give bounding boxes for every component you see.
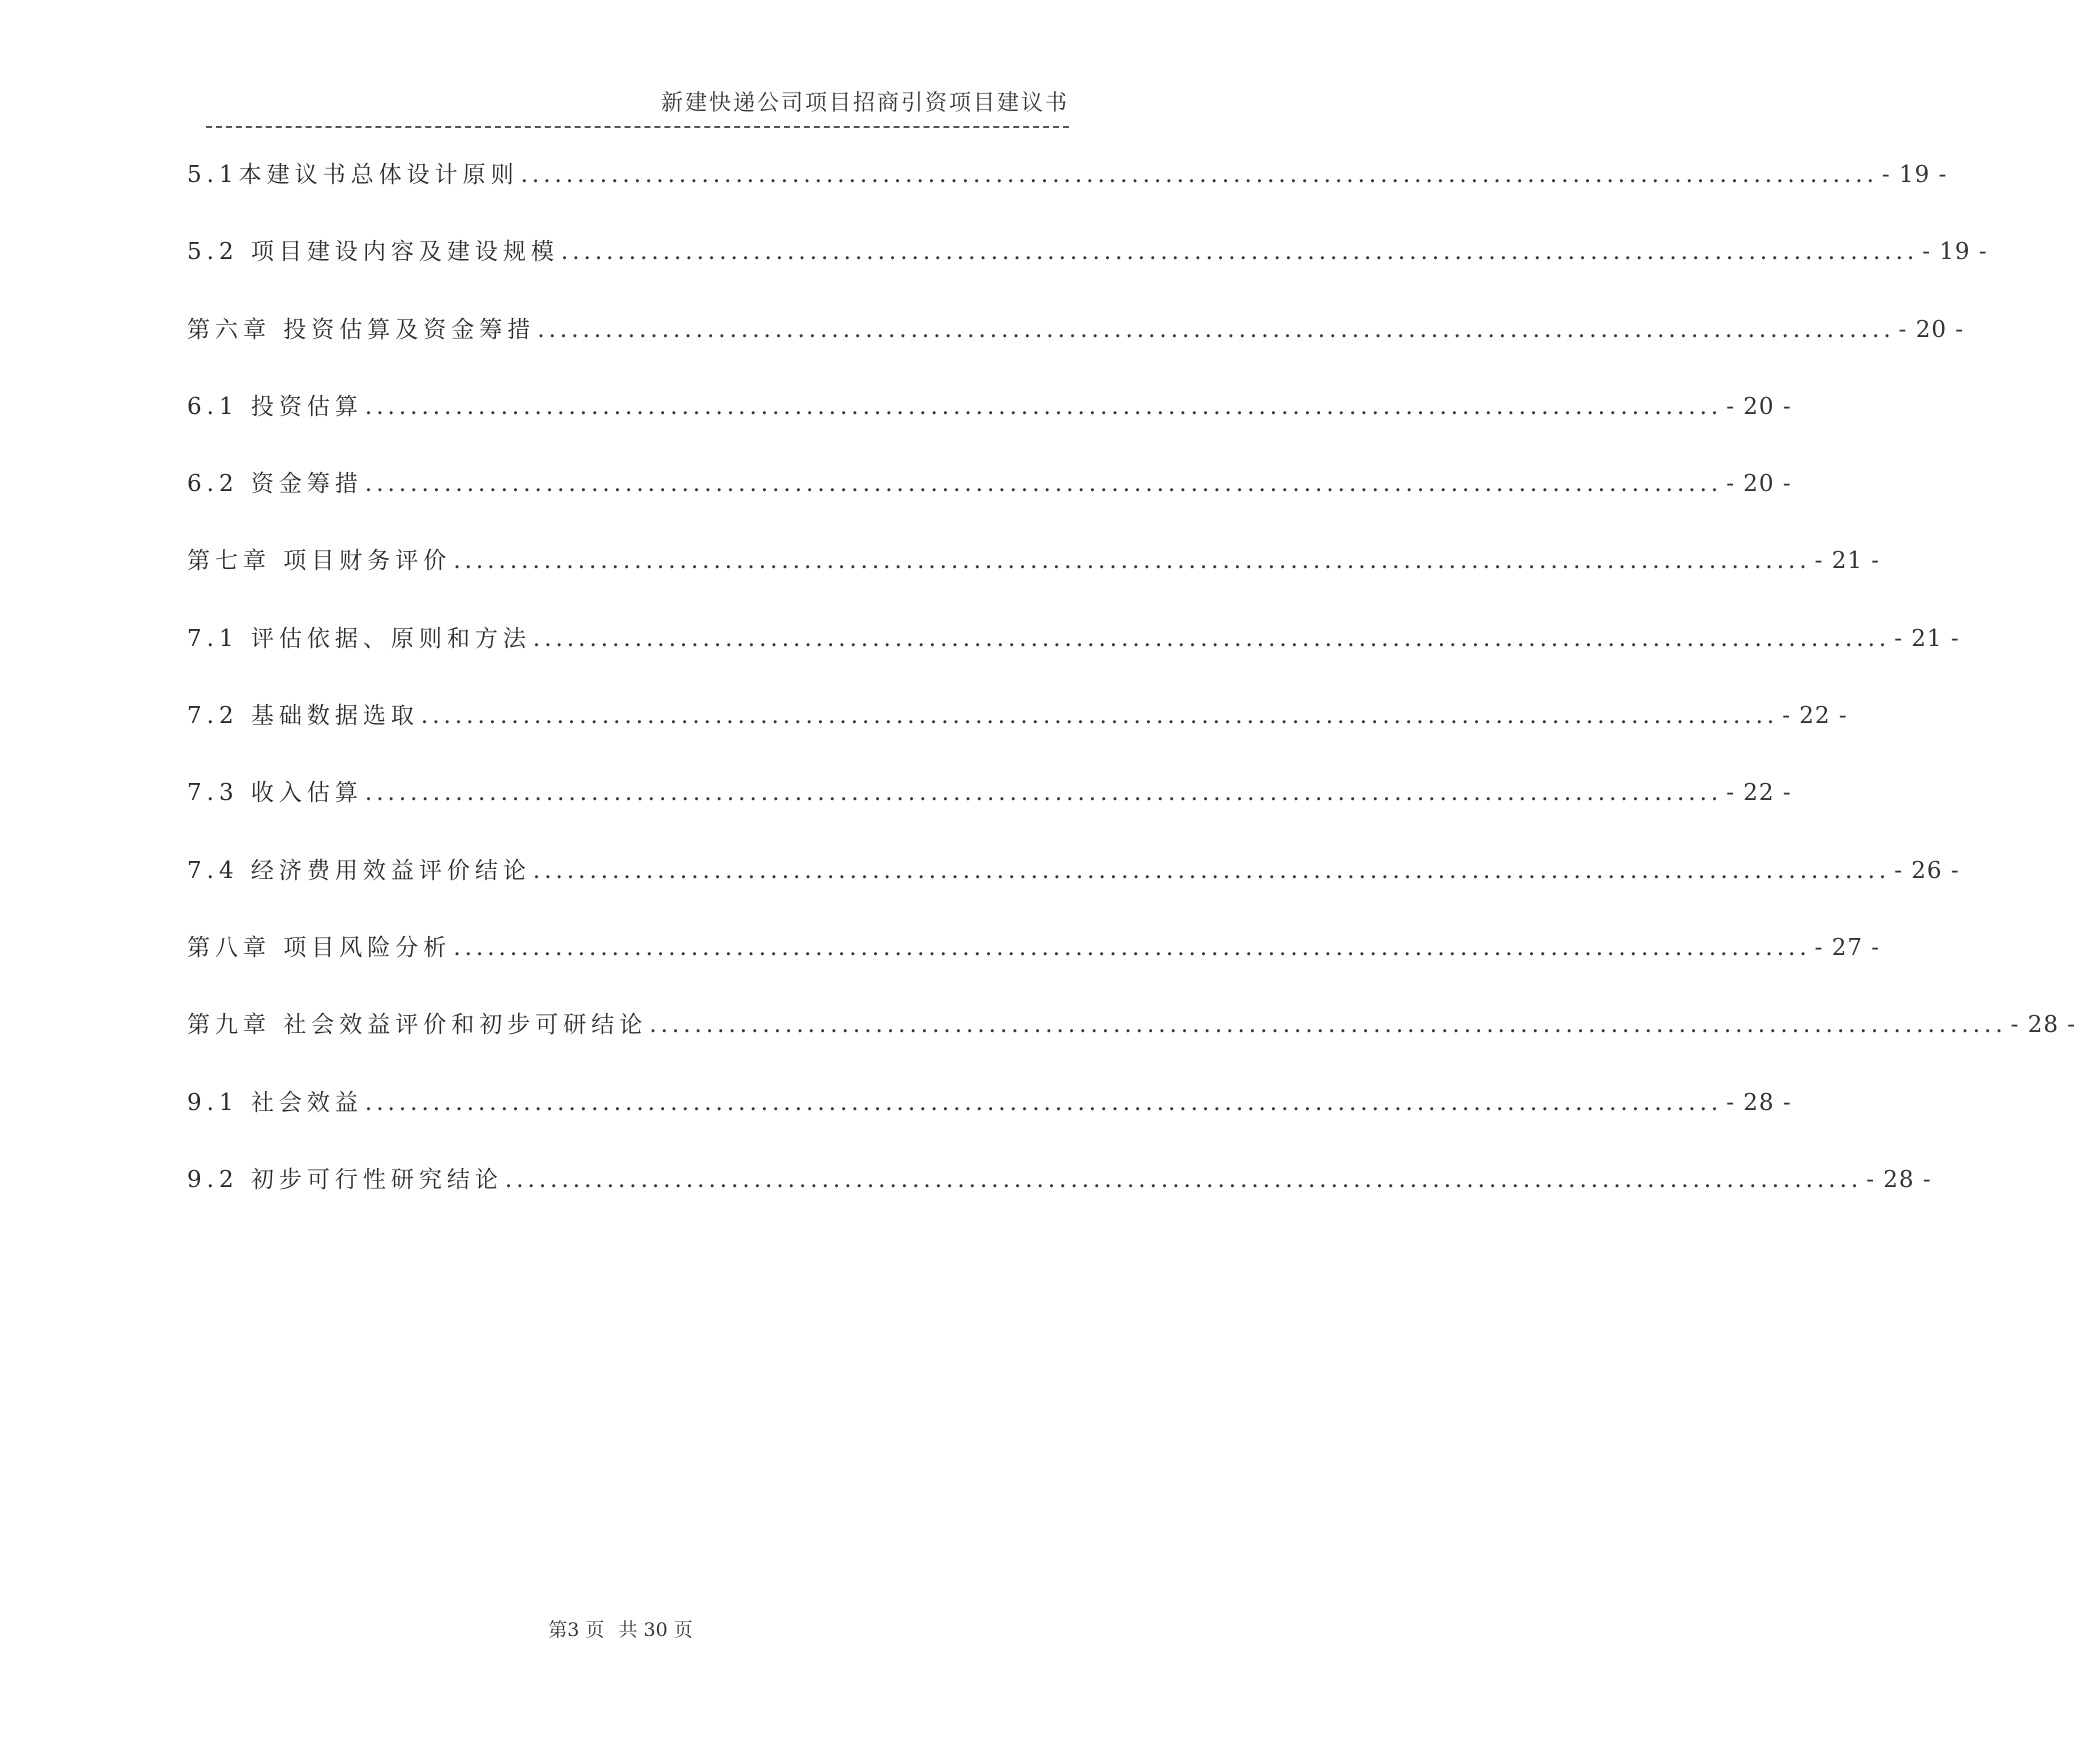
toc-entry-label: 9.1 社会效益 xyxy=(187,1089,363,1116)
footer-current-page: 第3 页 xyxy=(548,1619,605,1641)
toc-dot-leader: ........................................................................................................................ xyxy=(532,625,1891,652)
toc-entry-page: - 26 - xyxy=(1894,857,1960,884)
toc-entry[interactable] xyxy=(187,701,1848,778)
toc-dot-leader: ........................................................................................................................ xyxy=(453,548,1811,575)
toc-entry[interactable] xyxy=(187,469,1792,546)
toc-entry[interactable] xyxy=(187,160,1948,237)
toc-entry[interactable] xyxy=(187,778,1792,855)
toc-entry[interactable] xyxy=(187,546,1881,623)
toc-entry-page: - 28 - xyxy=(1866,1166,1932,1193)
toc-entry-page: - 28 - xyxy=(1726,1089,1792,1116)
toc-entry-label: 6.1 投资估算 xyxy=(187,393,363,420)
toc-entry[interactable] xyxy=(187,392,1792,469)
toc-dot-leader: ........................................................................................................................ xyxy=(504,1166,1863,1193)
toc-entry-label: 第七章 项目财务评价 xyxy=(187,548,452,575)
toc-dot-leader: ........................................................................................................................ xyxy=(649,1012,2007,1039)
toc-dot-leader: ........................................................................................................................ xyxy=(453,934,1811,961)
toc-entry[interactable] xyxy=(187,1165,1932,1242)
toc-entry[interactable] xyxy=(187,933,1881,1010)
toc-entry-page: - 22 - xyxy=(1782,703,1848,730)
toc-entry-page: - 21 - xyxy=(1894,625,1960,652)
toc-entry[interactable] xyxy=(187,1010,2076,1087)
toc-entry-page: - 20 - xyxy=(1726,393,1792,420)
toc-dot-leader: ........................................................................................................................ xyxy=(420,703,1779,730)
toc-entry[interactable] xyxy=(187,624,1960,701)
toc-entry-label: 5.1本建议书总体设计原则 xyxy=(187,162,519,188)
toc-entry-page: - 28 - xyxy=(2010,1012,2076,1039)
toc-entry-label: 第六章 投资估算及资金筹措 xyxy=(187,316,536,343)
toc-entry[interactable] xyxy=(187,315,1965,392)
toc-entry-page: - 21 - xyxy=(1814,548,1881,575)
toc-entry-label: 5.2 项目建设内容及建设规模 xyxy=(187,239,559,266)
toc-entry-page: - 27 - xyxy=(1814,934,1881,961)
toc-entry-page: - 19 - xyxy=(1881,162,1948,188)
toc-dot-leader: ........................................................................................................................ xyxy=(532,857,1891,884)
toc-entry-label: 7.3 收入估算 xyxy=(187,780,363,807)
toc-entry-page: - 20 - xyxy=(1898,316,1965,343)
toc-dot-leader: ........................................................................................................................ xyxy=(520,162,1878,188)
toc-entry-label: 第九章 社会效益评价和初步可研结论 xyxy=(187,1012,648,1039)
toc-entry-page: - 22 - xyxy=(1726,780,1792,807)
toc-dot-leader: ........................................................................................................................ xyxy=(364,471,1723,498)
toc-entry-page: - 20 - xyxy=(1726,471,1792,498)
toc-dot-leader: ........................................................................................................................ xyxy=(364,393,1723,420)
header-divider xyxy=(206,126,1069,128)
toc-entry[interactable] xyxy=(187,856,1960,933)
toc-dot-leader: ........................................................................................................................ xyxy=(537,316,1895,343)
toc-entry-label: 7.2 基础数据选取 xyxy=(187,703,419,730)
toc-entry-label: 7.1 评估依据、原则和方法 xyxy=(187,625,531,652)
footer-total-pages: 共 30 页 xyxy=(618,1619,693,1641)
toc-entry-label: 9.2 初步可行性研究结论 xyxy=(187,1166,503,1193)
table-of-contents xyxy=(187,160,2076,1242)
toc-entry[interactable] xyxy=(187,1088,1792,1165)
toc-dot-leader: ........................................................................................................................ xyxy=(364,780,1723,807)
toc-entry-page: - 19 - xyxy=(1922,239,1988,266)
toc-dot-leader: ........................................................................................................................ xyxy=(560,239,1919,266)
toc-entry-label: 7.4 经济费用效益评价结论 xyxy=(187,857,531,884)
toc-entry-label: 第八章 项目风险分析 xyxy=(187,934,452,961)
document-header-title: 新建快递公司项目招商引资项目建议书 xyxy=(660,91,1069,116)
toc-dot-leader: ........................................................................................................................ xyxy=(364,1089,1723,1116)
toc-entry-label: 6.2 资金筹措 xyxy=(187,471,363,498)
page-footer xyxy=(0,1615,1241,1642)
toc-entry[interactable] xyxy=(187,237,1988,314)
